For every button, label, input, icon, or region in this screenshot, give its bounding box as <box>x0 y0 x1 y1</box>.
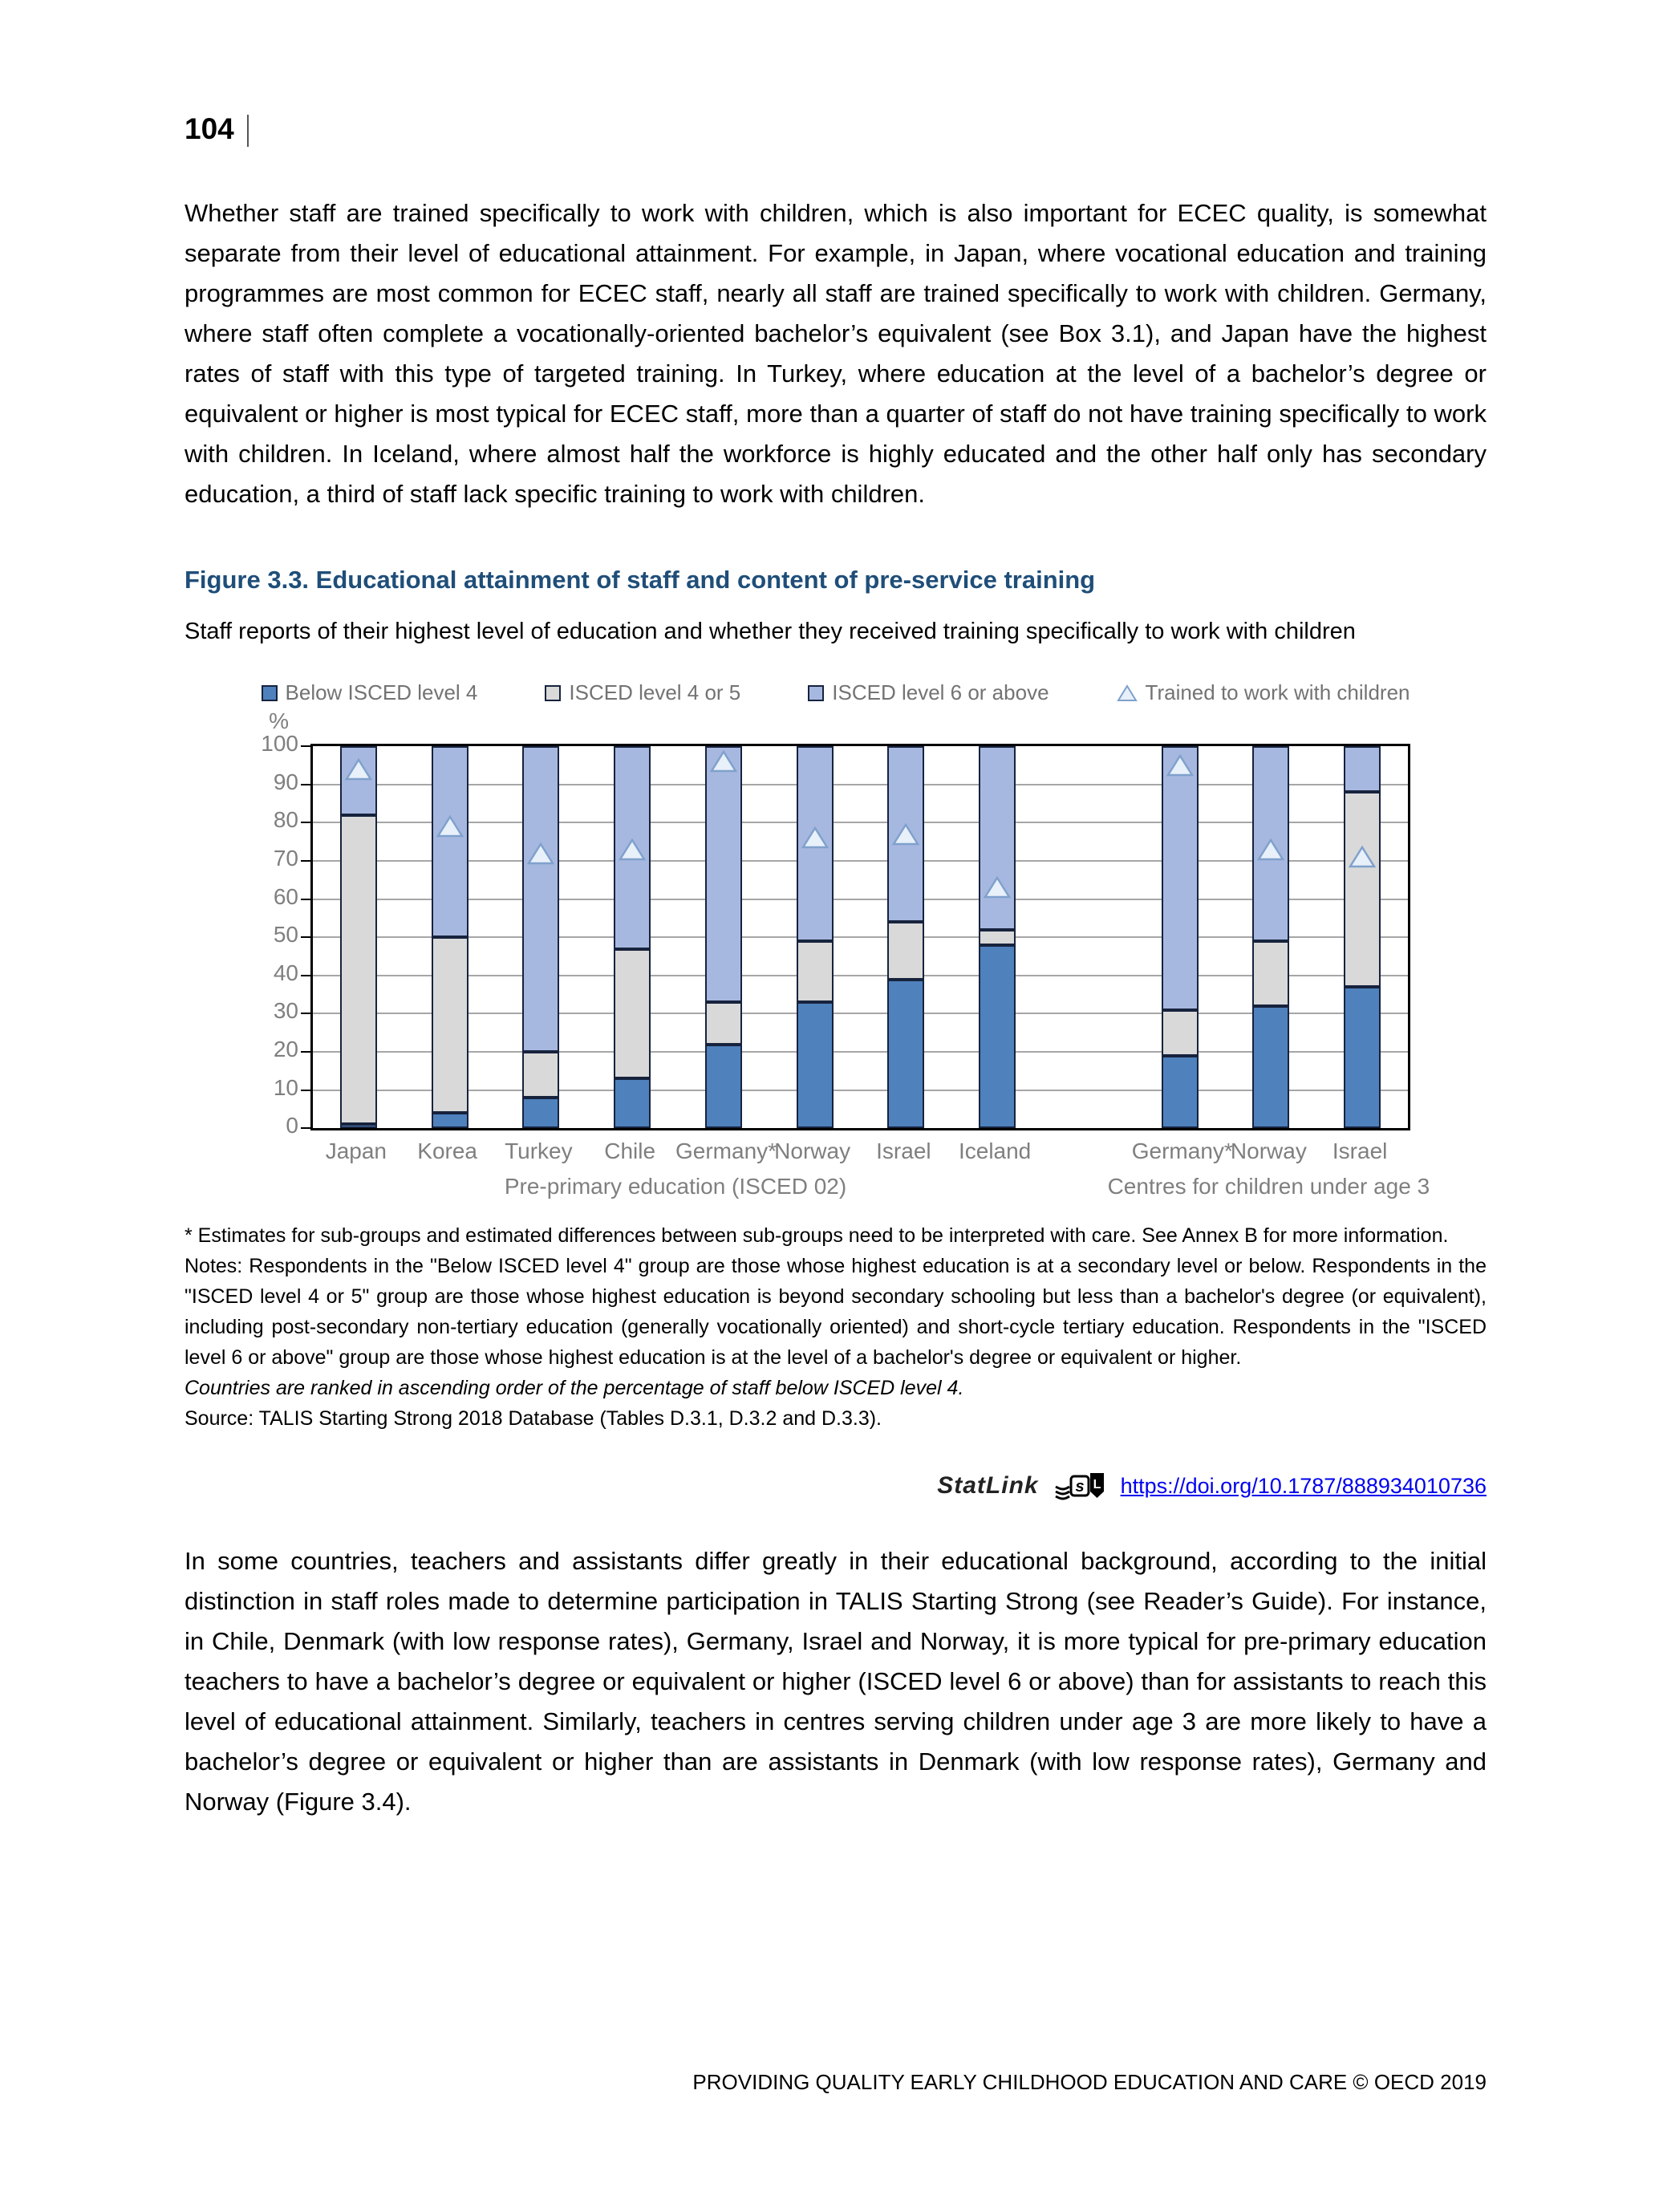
bar-segment <box>522 1098 559 1128</box>
x-axis-label: Norway <box>1230 1138 1307 1164</box>
trained-marker <box>710 750 737 773</box>
legend-item <box>808 680 1049 705</box>
y-tick-label: 100 <box>261 731 298 757</box>
gridline <box>313 936 1408 938</box>
axis-tick <box>301 936 310 938</box>
bar-segment <box>1162 746 1199 1009</box>
bar-segment <box>1344 746 1381 792</box>
gridline <box>313 1013 1408 1014</box>
axis-tick <box>301 1051 310 1053</box>
bar-segment <box>797 941 834 1002</box>
bar-segment <box>887 980 924 1129</box>
y-tick-label: 40 <box>273 960 298 985</box>
gridline <box>313 822 1408 823</box>
y-tick-label: 10 <box>273 1074 298 1100</box>
chart <box>185 708 1487 1199</box>
note-ranking: Countries are ranked in ascending order of the percentage of staff below ISCED level 4. <box>185 1377 964 1400</box>
plot-area <box>310 744 1410 1130</box>
x-axis-label: Germany* <box>1131 1138 1233 1164</box>
discussion-paragraph: In some countries, teachers and assistants differ greatly in their educational background, according to the initial distinction in staff roles made to determine participation in TALIS Starting Strong (see Reader’s Guide). For instance, in Chile, Denmark (with low response rates), Germany, Israel and Norway, it is more typical for pre-primary education teachers to have a bachelor’s degree or equivalent or higher (ISCED level 6 or above) than for assistants to reach this level of educational attainment. Similarly, teachers in centres serving children under age 3 are more likely to have a bachelor’s degree or equivalent or higher than are assistants in Denmark (with low response rates), Germany and Norway (Figure 3.4). <box>185 1547 1487 1816</box>
figure-subtitle: Staff reports of their highest level of education and whether they received training specifically to work with children <box>185 619 1356 645</box>
axis-tick <box>301 822 310 823</box>
bar-segment <box>1162 1056 1199 1128</box>
bar-segment <box>1252 941 1289 1006</box>
bar-segment <box>1344 792 1381 987</box>
x-axis-label: Israel <box>1332 1138 1388 1164</box>
bar-segment <box>979 746 1016 929</box>
legend-square-icon <box>545 685 561 701</box>
svg-text:L: L <box>1093 1478 1101 1492</box>
statlink-row <box>185 1471 1487 1501</box>
x-axis-label: Chile <box>604 1138 656 1164</box>
figure-title: Figure 3.3. Educational attainment of staff and content of pre-service training <box>185 566 1096 595</box>
x-axis-label: Norway <box>774 1138 851 1164</box>
intro-paragraph: Whether staff are trained specifically to work with children, which is also important for ECEC quality, is somewhat separate from their level of educational attainment. For example, in Japan, where vocational education and training programmes are most common for ECEC staff, nearly all staff are trained specifically to work with children. Germany, where staff often complete a vocationally-oriented bachelor’s equivalent (see Box 3.1), and Japan have the highest rates of staff with this type of targeted training. In Turkey, where education at the level of a bachelor’s degree or equivalent or higher is most typical for ECEC staff, more than a quarter of staff do not have training specifically to work with children. In Iceland, where almost half the workforce is highly educated and the other half only has secondary education, a third of staff lack specific training to work with children. <box>185 199 1487 509</box>
x-axis-label: Korea <box>417 1138 477 1164</box>
y-tick-label: 0 <box>286 1113 298 1138</box>
bar-segment <box>340 746 377 815</box>
page-footer: PROVIDING QUALITY EARLY CHILDHOOD EDUCATION AND CARE © OECD 2019 <box>692 2070 1487 2094</box>
bar-segment <box>979 945 1016 1128</box>
legend-square-icon <box>262 685 278 701</box>
page-number <box>185 0 1487 147</box>
legend-item <box>545 680 740 705</box>
gridline <box>313 784 1408 785</box>
statlink-icon <box>1053 1471 1106 1501</box>
statlink-url[interactable]: https://doi.org/10.1787/888934010736 <box>1120 1473 1487 1498</box>
legend-item <box>262 680 478 705</box>
trained-marker <box>1349 846 1376 868</box>
y-tick-label: 60 <box>273 883 298 909</box>
trained-marker <box>436 815 464 838</box>
legend-label: ISCED level 4 or 5 <box>569 680 741 705</box>
page-number-separator <box>247 115 249 147</box>
trained-marker <box>1257 838 1284 861</box>
x-axis-label: Israel <box>876 1138 931 1164</box>
bar-segment <box>979 930 1016 945</box>
axis-tick <box>301 1013 310 1014</box>
gridline <box>313 899 1408 900</box>
trained-marker <box>984 876 1011 899</box>
trained-marker <box>527 842 554 865</box>
bar-segment <box>432 937 468 1113</box>
bar-segment <box>522 1052 559 1098</box>
gridline <box>313 1090 1408 1091</box>
legend-square-icon <box>808 685 824 701</box>
bar-segment <box>340 1124 377 1128</box>
y-tick-label: 50 <box>273 922 298 948</box>
axis-tick <box>301 784 310 785</box>
axis-tick <box>301 745 310 747</box>
figure-notes <box>185 1220 1487 1434</box>
gridline <box>313 1051 1408 1053</box>
axis-tick <box>301 1127 310 1129</box>
statlink-label: StatLink <box>937 1472 1039 1500</box>
bar-segment <box>705 746 742 1002</box>
legend-label: Trained to work with children <box>1145 680 1410 705</box>
note-definitions: Notes: Respondents in the "Below ISCED level 4" group are those whose highest education is at a secondary level or below. Respondents in the "ISCED level 4 or 5" group are those whose highest education is beyond secondary schooling but less than a bachelor's degree (or equivalent), including post-secondary non-tertiary education (generally vocationally oriented) and short-cycle tertiary education. Respondents in the "ISCED level 6 or above" group are those whose highest education is at the level of a bachelor's degree or equivalent or higher. <box>185 1255 1487 1370</box>
bar-segment <box>1344 987 1381 1128</box>
x-axis-label: Turkey <box>505 1138 573 1164</box>
bar-segment <box>1162 1010 1199 1056</box>
trained-marker <box>619 838 646 861</box>
legend-item <box>1117 680 1410 705</box>
axis-tick <box>301 899 310 900</box>
bar-segment <box>432 1113 468 1128</box>
trained-marker <box>892 823 919 846</box>
trained-marker <box>345 758 372 781</box>
note-estimates: * Estimates for sub-groups and estimated differences between sub-groups need to be interpreted with care. See Annex B for more information. <box>185 1224 1449 1248</box>
legend <box>185 680 1487 705</box>
bar-segment <box>432 746 468 937</box>
axis-tick <box>301 1090 310 1091</box>
gridline <box>313 860 1408 862</box>
legend-label: ISCED level 6 or above <box>832 680 1049 705</box>
trained-legend-triangle-icon <box>1117 684 1138 702</box>
page-number-value: 104 <box>185 112 234 145</box>
trained-marker <box>801 826 829 849</box>
axis-tick <box>301 860 310 862</box>
x-axis-label: Japan <box>325 1138 387 1164</box>
bar-segment <box>340 815 377 1125</box>
x-axis-group-label: Centres for children under age 3 <box>1107 1174 1430 1199</box>
y-tick-label: 90 <box>273 769 298 794</box>
y-axis-unit-label: % <box>269 708 289 734</box>
svg-text:s: s <box>1075 1478 1085 1496</box>
y-tick-label: 20 <box>273 1037 298 1062</box>
bar-segment <box>887 922 924 979</box>
x-axis-label: Germany* <box>675 1138 777 1164</box>
bar-segment <box>522 746 559 1052</box>
note-source: Source: TALIS Starting Strong 2018 Database (Tables D.3.1, D.3.2 and D.3.3). <box>185 1407 882 1431</box>
bar-segment <box>705 1045 742 1129</box>
x-axis-group-label: Pre-primary education (ISCED 02) <box>504 1174 847 1199</box>
y-tick-label: 80 <box>273 807 298 833</box>
bar-segment <box>614 949 651 1079</box>
x-axis-label: Iceland <box>958 1138 1032 1164</box>
bar-segment <box>1252 1006 1289 1128</box>
bar-segment <box>705 1002 742 1044</box>
gridline <box>313 975 1408 976</box>
legend-label: Below ISCED level 4 <box>285 680 478 705</box>
y-tick-label: 30 <box>273 998 298 1024</box>
y-tick-label: 70 <box>273 846 298 871</box>
trained-marker <box>1166 754 1194 777</box>
axis-tick <box>301 975 310 976</box>
bar-segment <box>614 1078 651 1128</box>
bar-segment <box>797 1002 834 1128</box>
